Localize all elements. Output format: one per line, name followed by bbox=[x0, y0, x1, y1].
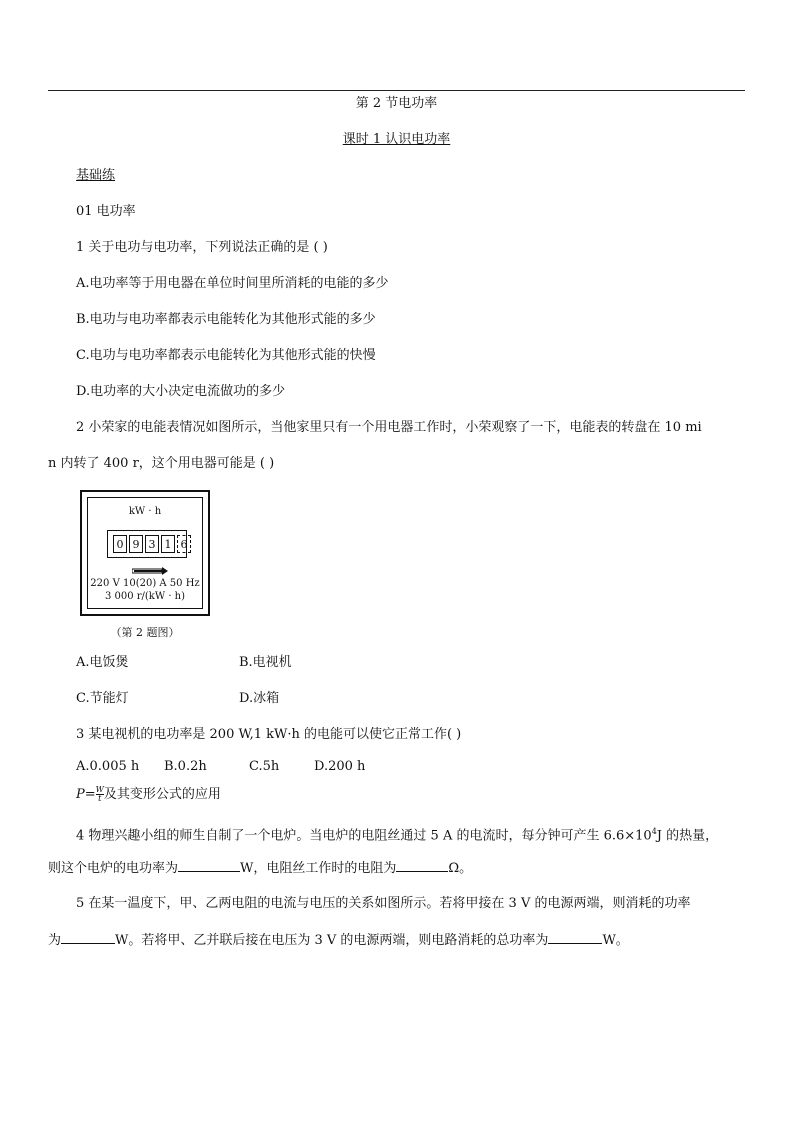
meter-digit: 9 bbox=[129, 535, 143, 553]
q5-text: W。若将甲、乙并联后接在电压为 3 V 的电源两端，则电路消耗的总功率为 bbox=[115, 933, 549, 948]
q3-option-c: C.5h bbox=[249, 759, 280, 774]
meter-digit-decimal: 6 bbox=[177, 535, 191, 553]
section-title: 第 2 节电功率 bbox=[355, 96, 438, 111]
q1-option-b: B.电功与电功率都表示电能转化为其他形式能的多少 bbox=[76, 312, 376, 327]
meter-digit: 3 bbox=[145, 535, 159, 553]
practice-label: 基础练 bbox=[76, 168, 116, 183]
q1-stem: 1 关于电功与电功率，下列说法正确的是 ( ) bbox=[76, 240, 328, 255]
q5-answer-blank-total-power[interactable] bbox=[548, 931, 602, 944]
topic-heading-2 bbox=[76, 786, 221, 804]
header-rule bbox=[48, 90, 745, 91]
q1-option-c: C.电功与电功率都表示电能转化为其他形式能的快慢 bbox=[76, 348, 376, 363]
q2-line2: n 内转了 400 r，这个用电器可能是 ( ) bbox=[48, 456, 275, 471]
q4-text: J 的热量， bbox=[656, 828, 719, 844]
formula-suffix: 及其变形公式的应用 bbox=[103, 787, 221, 802]
q4-line2 bbox=[48, 859, 472, 878]
lesson-title: 课时 1 认识电功率 bbox=[342, 132, 451, 147]
q4-line1 bbox=[76, 823, 718, 845]
figure-caption: （第 2 题图） bbox=[110, 626, 180, 639]
meter-unit: kW · h bbox=[128, 506, 162, 517]
formula-numerator: W bbox=[95, 785, 104, 794]
rotation-arrow-icon bbox=[132, 567, 168, 575]
q3-option-a: A.0.005 h bbox=[76, 759, 140, 774]
meter-digits bbox=[113, 535, 193, 553]
q2-line1: 2 小荣家的电能表情况如图所示，当他家里只有一个用电器工作时，小荣观察了一下，电能表的转盘在 10 mi bbox=[76, 420, 702, 435]
meter-digit: 0 bbox=[113, 535, 127, 553]
q2-option-a: A.电饭煲 bbox=[76, 655, 129, 670]
q5-answer-blank-power[interactable] bbox=[61, 931, 115, 944]
meter-spec-rating: 220 V 10(20) A 50 Hz bbox=[90, 578, 200, 589]
q5-line2 bbox=[48, 931, 629, 950]
q3-option-d: D.200 h bbox=[314, 759, 366, 774]
q4-text: Ω。 bbox=[448, 861, 473, 876]
q2-option-b: B.电视机 bbox=[239, 655, 292, 670]
meter-digit: 1 bbox=[161, 535, 175, 553]
q5-text: W。 bbox=[602, 933, 629, 948]
q1-option-a: A.电功率等于用电器在单位时间里所消耗的电能的多少 bbox=[76, 276, 389, 291]
q2-option-d: D.冰箱 bbox=[239, 691, 280, 706]
q4-answer-blank-resistance[interactable] bbox=[396, 859, 448, 872]
q4-text: 4 物理兴趣小组的师生自制了一个电炉。当电炉的电阻丝通过 5 A 的电流时，每分钟可产生 6.6×10 bbox=[76, 828, 652, 844]
q3-stem: 3 某电视机的电功率是 200 W,1 kW·h 的电能可以使它正常工作( ) bbox=[76, 727, 462, 742]
formula-fraction bbox=[96, 786, 104, 803]
electric-meter-figure bbox=[80, 490, 210, 616]
topic-heading-1: 01 电功率 bbox=[76, 204, 136, 219]
q4-text: W，电阻丝工作时的电阻为 bbox=[240, 861, 397, 876]
q5-line1: 5 在某一温度下，甲、乙两电阻的电流与电压的关系如图所示。若将甲接在 3 V 的电源两端，则消耗的功率 bbox=[76, 896, 691, 911]
q3-option-b: B.0.2h bbox=[164, 759, 207, 774]
q5-text: 为 bbox=[48, 933, 62, 948]
formula-prefix: P= bbox=[76, 787, 96, 802]
q4-answer-blank-power[interactable] bbox=[178, 859, 240, 872]
meter-face bbox=[87, 497, 203, 609]
formula-denominator: t bbox=[98, 794, 102, 803]
q4-exponent: 4 bbox=[651, 827, 657, 836]
meter-spec-constant: 3 000 r/(kW · h) bbox=[104, 591, 186, 602]
q1-option-d: D.电功率的大小决定电流做功的多少 bbox=[76, 384, 286, 399]
q4-text: 则这个电炉的电功率为 bbox=[48, 861, 179, 876]
q2-option-c: C.节能灯 bbox=[76, 691, 129, 706]
